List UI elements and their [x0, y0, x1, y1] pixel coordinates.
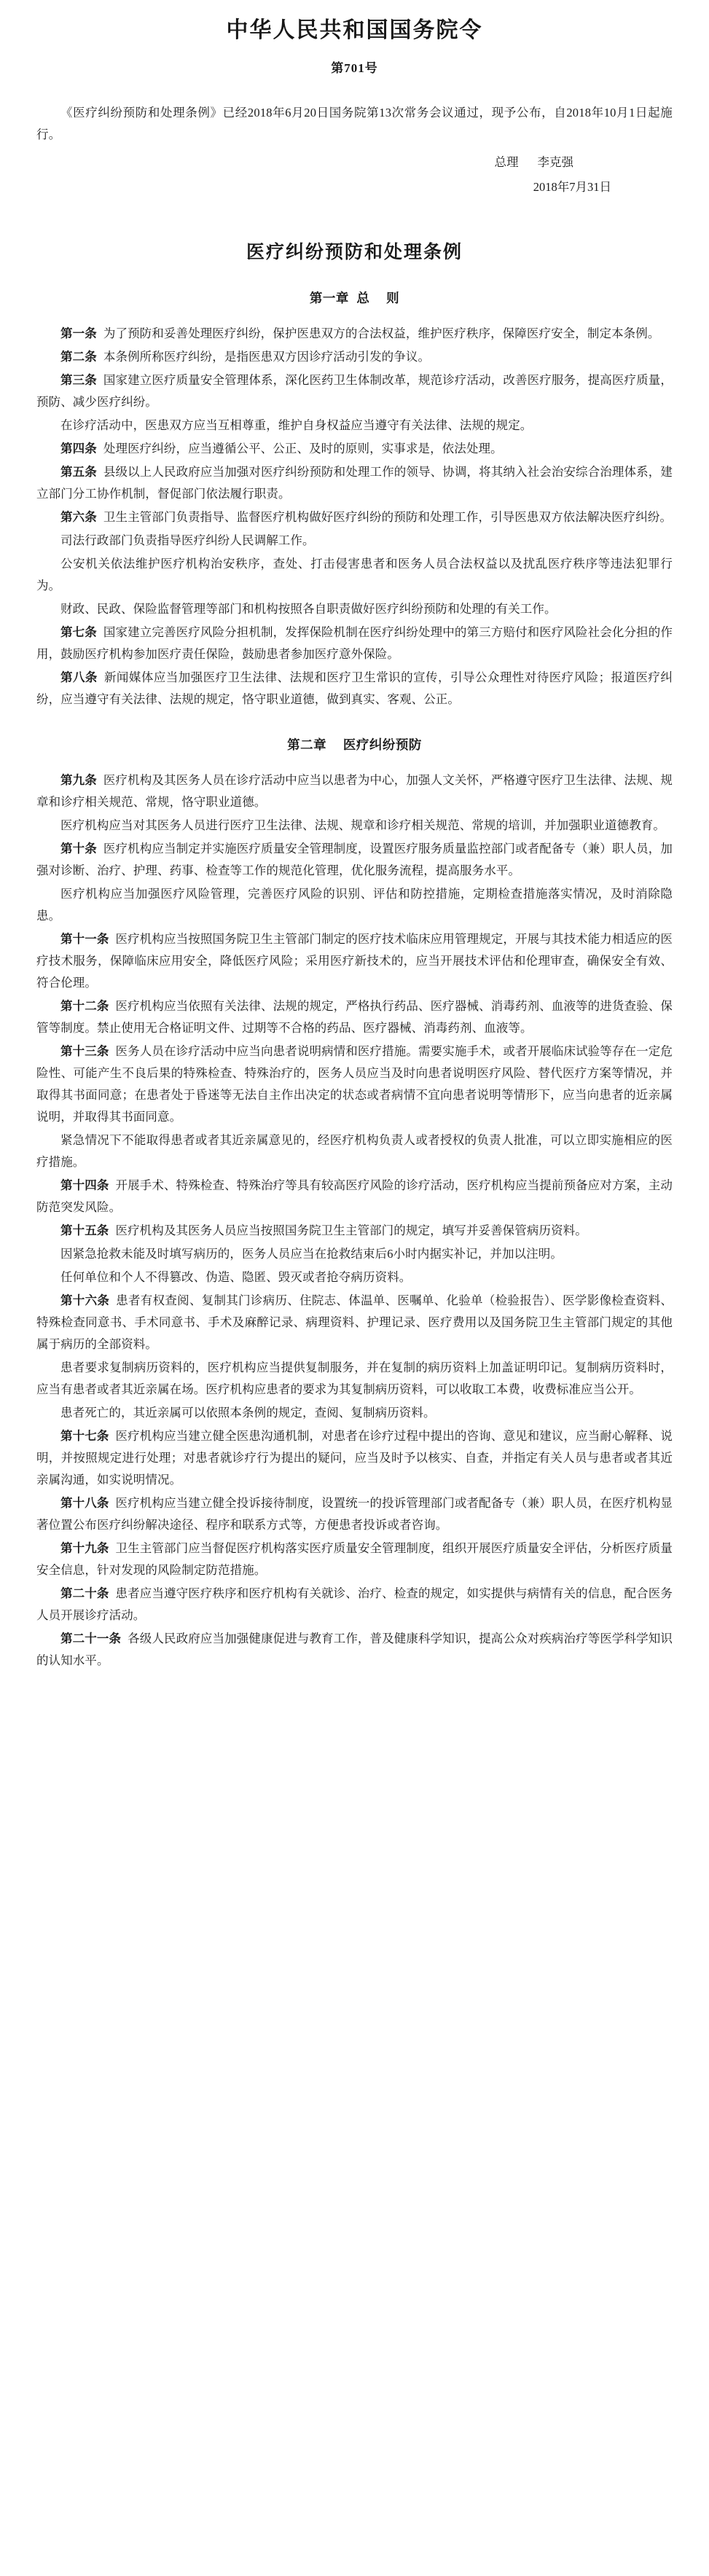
article: [36, 620, 673, 665]
article-paragraph: [36, 813, 673, 837]
article-paragraph: [36, 1401, 673, 1424]
article-text: 各级人民政府应当加强健康促进与教育工作，普及健康科学知识，提高公众对疾病治疗等医学科学知识的认知水平。: [36, 1631, 673, 1667]
signer-name: 李克强: [537, 154, 573, 169]
article: [36, 994, 673, 1039]
chapter-heading-1: [36, 264, 673, 313]
article: [36, 505, 673, 528]
article-text: 患者要求复制病历资料的，医疗机构应当提供复制服务，并在复制的病历资料上加盖证明印记。复制病历资料时，应当有患者或者其近亲属在场。医疗机构应患者的要求为其复制病历资料，可以收取工本费，收费标准应当公开。: [36, 1360, 673, 1396]
article-label: 第四条: [60, 441, 97, 455]
chapter-heading-2: [36, 710, 673, 759]
article-label: 第三条: [60, 372, 97, 387]
article-text: 公安机关依法维护医疗机构治安秩序，查处、打击侵害患者和医务人员合法权益以及扰乱医疗秩序等违法犯罪行为。: [36, 556, 673, 592]
article-text: 卫生主管部门负责指导、监督医疗机构做好医疗纠纷的预防和处理工作，引导医患双方依法解决医疗纠纷。: [103, 509, 673, 524]
article-text: 新闻媒体应当加强医疗卫生法律、法规和医疗卫生常识的宣传，引导公众理性对待医疗风险；报道医疗纠纷，应当遵守有关法律、法规的规定，恪守职业道德，做到真实、客观、公正。: [36, 670, 673, 706]
article: [36, 1626, 673, 1672]
article-label: 第一条: [60, 326, 97, 340]
article-text: 司法行政部门负责指导医疗纠纷人民调解工作。: [60, 533, 315, 547]
chapter-name: 总: [356, 290, 370, 305]
article-label: 第九条: [60, 772, 97, 787]
article-label: 第六条: [60, 509, 97, 524]
chapter-name: 医疗纠纷预防: [342, 737, 422, 752]
article-text: 紧急情况下不能取得患者或者其近亲属意见的，经医疗机构负责人或者授权的负责人批准，可以立即实施相应的医疗措施。: [36, 1132, 673, 1169]
article: [36, 665, 673, 710]
article-text: 因紧急抢救未能及时填写病历的，医务人员应当在抢救结束后6小时内据实补记，并加以注明。: [60, 1246, 563, 1261]
article-text: 医疗机构应当加强医疗风险管理，完善医疗风险的识别、评估和防控措施，定期检查措施落实情况，及时消除隐患。: [36, 886, 673, 923]
article-paragraph: [36, 413, 673, 436]
article-label: 第十条: [60, 841, 97, 856]
article-text: 医疗机构应当建立健全医患沟通机制，对患者在诊疗过程中提出的咨询、意见和建议，应当耐心解释、说明，并按照规定进行处理；对患者就诊疗行为提出的疑问，应当及时予以核实、自查，并指定有关人员与患者或者其近亲属沟通，如实说明情况。: [36, 1428, 673, 1487]
article-text: 医疗机构应当建立健全投诉接待制度，设置统一的投诉管理部门或者配备专（兼）职人员，在医疗机构显著位置公布医疗纠纷解决途径、程序和联系方式等，方便患者投诉或者咨询。: [36, 1495, 673, 1532]
article-text: 为了预防和妥善处理医疗纠纷，保护医患双方的合法权益，维护医疗秩序，保障医疗安全，制定本条例。: [103, 326, 660, 340]
article-paragraph: [36, 1265, 673, 1288]
article-text: 医疗机构应当制定并实施医疗质量安全管理制度，设置医疗服务质量监控部门或者配备专（兼）职人员，加强对诊断、治疗、护理、药事、检查等工作的规范化管理，优化服务流程，提高服务水平。: [36, 841, 673, 877]
article: [36, 368, 673, 413]
article-label: 第十九条: [60, 1540, 109, 1555]
article: [36, 1424, 673, 1491]
article-label: 第二条: [60, 349, 97, 364]
article-text: 患者应当遵守医疗秩序和医疗机构有关就诊、治疗、检查的规定，如实提供与病情有关的信息，配合医务人员开展诊疗活动。: [36, 1586, 673, 1622]
decree-signer: [36, 146, 673, 173]
article-text: 任何单位和个人不得篡改、伪造、隐匿、毁灭或者抢夺病历资料。: [60, 1269, 412, 1284]
article-label: 第七条: [60, 625, 97, 639]
article-paragraph: [36, 1242, 673, 1265]
article-text: 医疗机构应当依照有关法律、法规的规定，严格执行药品、医疗器械、消毒药剂、血液等的进货查验、保管等制度。禁止使用无合格证明文件、过期等不合格的药品、医疗器械、消毒药剂、血液等。: [36, 998, 673, 1035]
article-paragraph: [36, 552, 673, 597]
article-paragraph: [36, 597, 673, 620]
article-text: 本条例所称医疗纠纷，是指医患双方因诊疗活动引发的争议。: [103, 349, 431, 364]
article-paragraph: [36, 1128, 673, 1173]
article: [36, 759, 673, 813]
article-text: 县级以上人民政府应当加强对医疗纠纷预防和处理工作的领导、协调，将其纳入社会治安综合治理体系，建立部门分工协作机制，督促部门依法履行职责。: [36, 464, 673, 501]
article: [36, 313, 673, 345]
article-paragraph: [36, 528, 673, 552]
article: [36, 1536, 673, 1581]
chapter-number: 第一章: [309, 290, 349, 305]
article-text: 国家建立完善医疗风险分担机制，发挥保险机制在医疗纠纷处理中的第三方赔付和医疗风险社会化分担的作用，鼓励医疗机构参加医疗责任保险，鼓励患者参加医疗意外保险。: [36, 625, 673, 661]
article-text: 国家建立医疗质量安全管理体系，深化医药卫生体制改革，规范诊疗活动，改善医疗服务，提高医疗质量，预防、减少医疗纠纷。: [36, 372, 673, 409]
chapter-list: [36, 264, 673, 1672]
article-label: 第十一条: [60, 931, 109, 946]
article-paragraph: [36, 882, 673, 927]
article-label: 第十三条: [60, 1044, 109, 1058]
article: [36, 436, 673, 460]
article: [36, 1218, 673, 1242]
article-text: 医疗机构及其医务人员应当按照国务院卫生主管部门的规定，填写并妥善保管病历资料。: [115, 1223, 587, 1237]
article-label: 第二十一条: [60, 1631, 122, 1645]
article-text: 在诊疗活动中，医患双方应当互相尊重，维护自身权益应当遵守有关法律、法规的规定。: [60, 418, 533, 432]
article-text: 医疗机构应当按照国务院卫生主管部门制定的医疗技术临床应用管理规定，开展与其技术能力相适应的医疗技术服务，保障临床应用安全，降低医疗风险；采用医疗新技术的，应当开展技术评估和伦理审查，确保安全有效、符合伦理。: [36, 931, 673, 990]
decree-number: 第701号: [331, 60, 378, 75]
article-label: 第十七条: [60, 1428, 109, 1443]
article: [36, 460, 673, 505]
article-text: 医疗机构应当对其医务人员进行医疗卫生法律、法规、规章和诊疗相关规范、常规的培训，并加强职业道德教育。: [60, 818, 665, 832]
decree-title: 中华人民共和国国务院令: [226, 18, 483, 42]
article-label: 第十五条: [60, 1223, 109, 1237]
article: [36, 1581, 673, 1626]
article-text: 医疗机构及其医务人员在诊疗活动中应当以患者为中心，加强人文关怀，严格遵守医疗卫生法律、法规、规章和诊疗相关规范、常规，恪守职业道德。: [36, 772, 673, 809]
article: [36, 345, 673, 368]
article: [36, 1491, 673, 1536]
article-text: 开展手术、特殊检查、特殊治疗等具有较高医疗风险的诊疗活动，医疗机构应当提前预备应对方案，主动防范突发风险。: [36, 1178, 673, 1214]
signer-role: 总理: [494, 154, 519, 169]
article: [36, 1173, 673, 1218]
article-label: 第十四条: [60, 1178, 109, 1192]
article-text: 卫生主管部门应当督促医疗机构落实医疗质量安全管理制度，组织开展医疗质量安全评估，分析医疗质量安全信息，针对发现的风险制定防范措施。: [36, 1540, 673, 1577]
article-text: 处理医疗纠纷，应当遵循公平、公正、及时的原则，实事求是，依法处理。: [103, 441, 503, 455]
article: [36, 1288, 673, 1355]
regulation-title: 医疗纠纷预防和处理条例: [246, 242, 463, 262]
article: [36, 837, 673, 882]
article-label: 第八条: [60, 670, 98, 684]
decree-sign-date: 2018年7月31日: [533, 179, 611, 194]
article: [36, 1039, 673, 1128]
article-label: 第五条: [60, 464, 97, 479]
article-text: 财政、民政、保险监督管理等部门和机构按照各自职责做好医疗纠纷预防和处理的有关工作。: [60, 601, 557, 616]
article-paragraph: [36, 1355, 673, 1401]
article-label: 第十二条: [60, 998, 109, 1013]
article-label: 第十六条: [60, 1293, 110, 1307]
chapter-number: 第二章: [287, 737, 327, 752]
chapter-name-tail: 则: [386, 290, 400, 305]
article-label: 第二十条: [60, 1586, 109, 1600]
article: [36, 927, 673, 994]
decree-preamble: 《医疗纠纷预防和处理条例》已经2018年6月20日国务院第13次常务会议通过，现予公布，自2018年10月1日起施行。: [36, 105, 673, 141]
article-label: 第十八条: [60, 1495, 109, 1510]
article-text: 患者有权查阅、复制其门诊病历、住院志、体温单、医嘱单、化验单（检验报告）、医学影像检查资料、特殊检查同意书、手术同意书、手术及麻醉记录、病理资料、护理记录、医疗费用以及国务院卫生主管部门规定的其他属于病历的全部资料。: [36, 1293, 673, 1351]
article-text: 医务人员在诊疗活动中应当向患者说明病情和医疗措施。需要实施手术，或者开展临床试验等存在一定危险性、可能产生不良后果的特殊检查、特殊治疗的，医务人员应当及时向患者说明医疗风险、替代医疗方案等情况，并取得其书面同意；在患者处于昏迷等无法自主作出决定的状态或者病情不宜向患者说明等情形下，应当向患者的近亲属说明，并取得其书面同意。: [36, 1044, 673, 1124]
article-text: 患者死亡的，其近亲属可以依照本条例的规定，查阅、复制病历资料。: [60, 1405, 436, 1420]
